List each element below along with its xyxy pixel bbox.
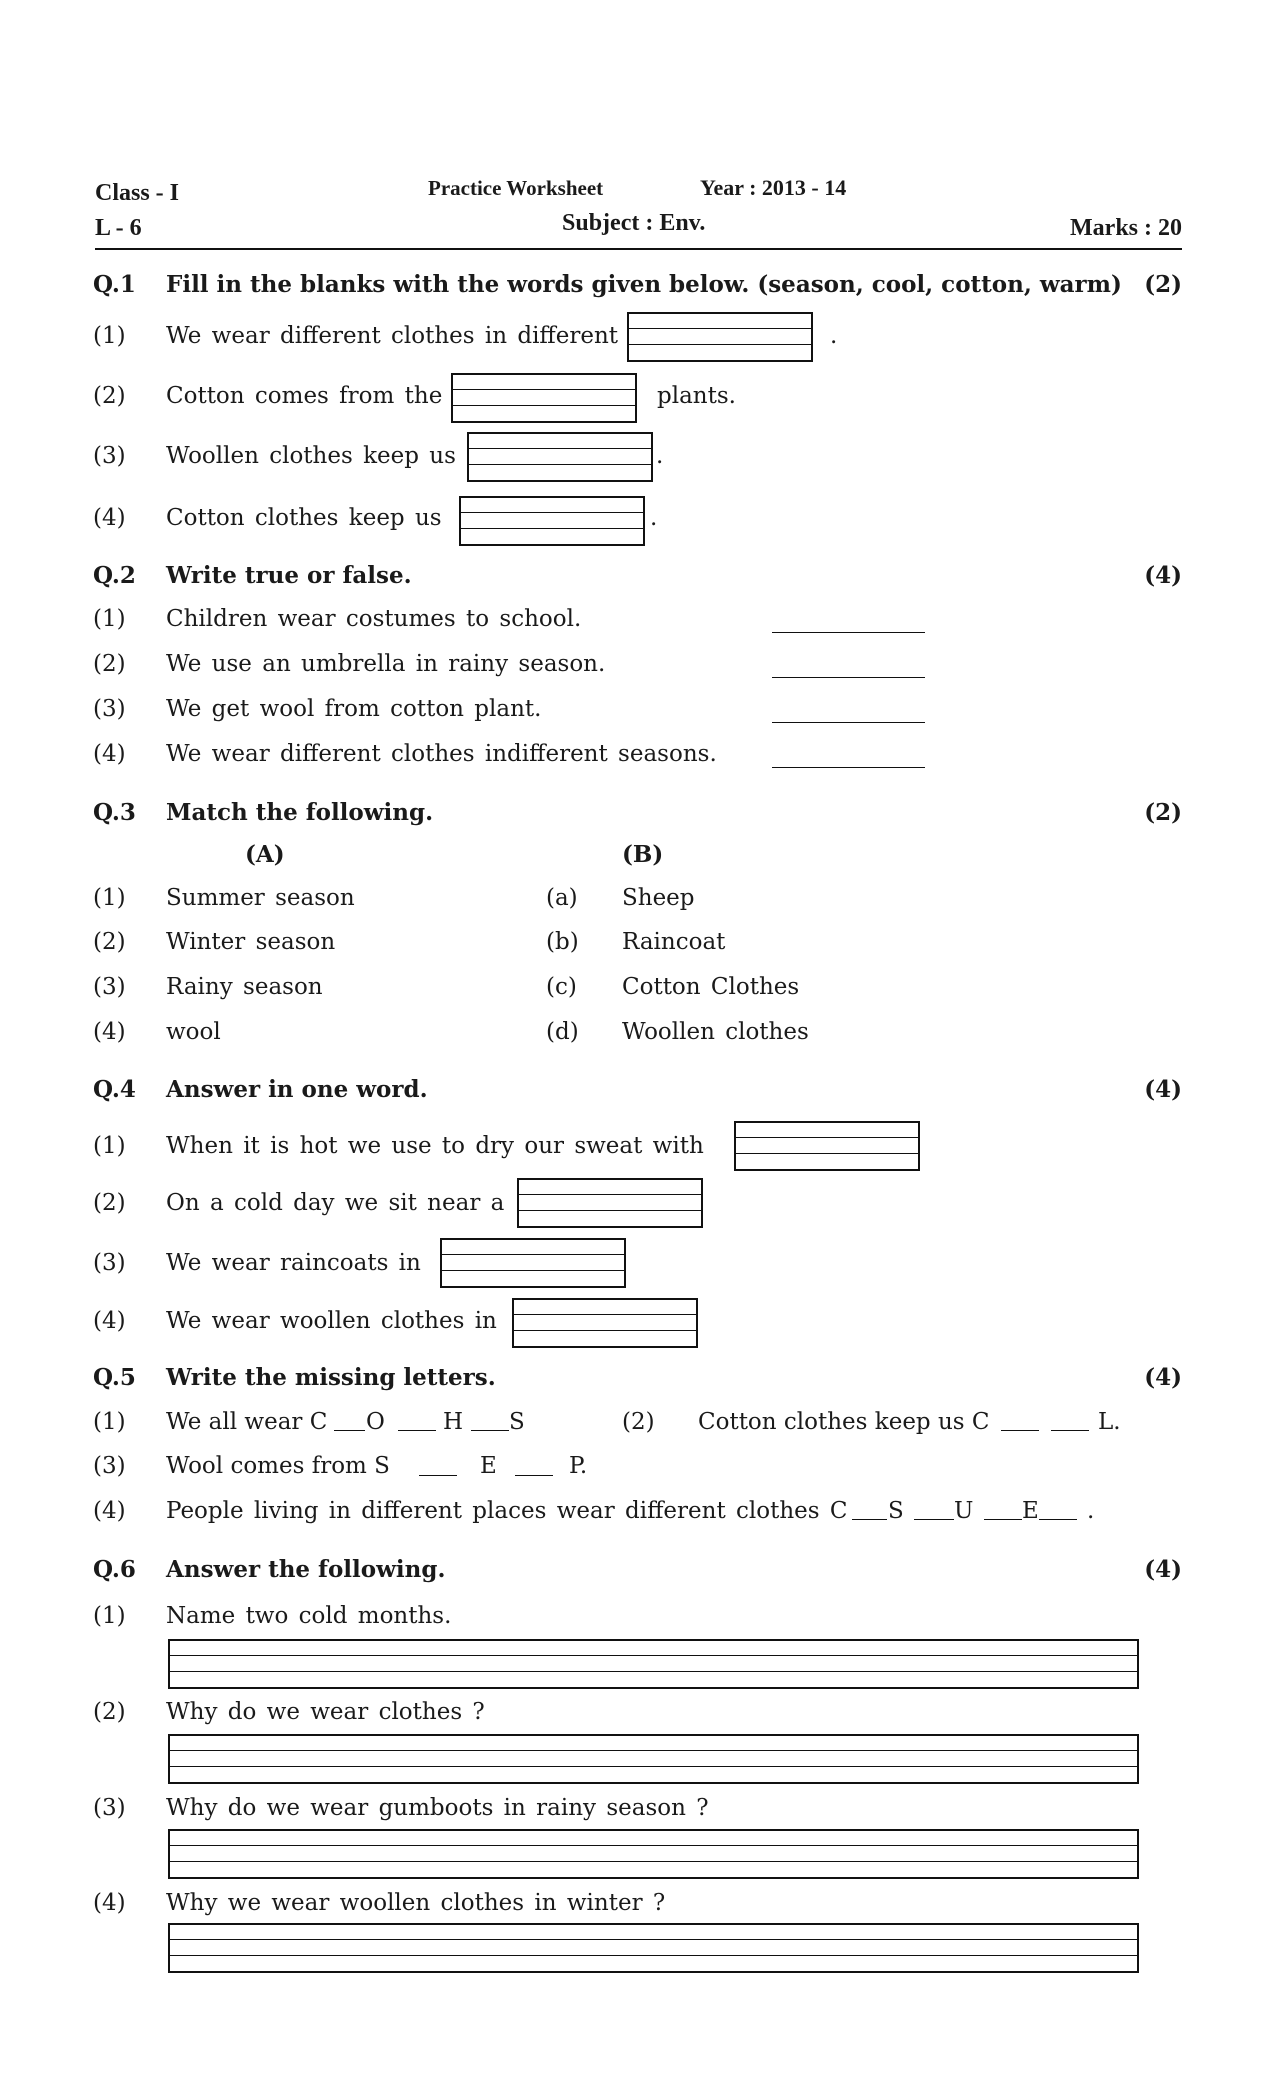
column-a-item: wool: [166, 1019, 221, 1045]
answer-box[interactable]: [467, 432, 653, 482]
item-number: (2): [622, 1409, 655, 1435]
item-number: (3): [93, 1453, 126, 1479]
column-a-item: Winter season: [166, 929, 336, 955]
row-number: (2): [93, 929, 126, 955]
answer-box[interactable]: [451, 373, 637, 423]
given-letter: O: [366, 1409, 385, 1435]
letter-blank[interactable]: [984, 1519, 1022, 1520]
item-text: We wear woollen clothes in: [166, 1308, 497, 1334]
question-number: Q.6: [93, 1556, 136, 1583]
column-a-item: Summer season: [166, 885, 355, 911]
item-text: Cotton clothes keep us: [166, 505, 442, 531]
question-marks: (4): [1144, 1076, 1182, 1103]
column-b-item: Raincoat: [622, 929, 726, 955]
question-marks: (4): [1144, 562, 1182, 589]
item-number: (4): [93, 1308, 126, 1334]
item-number: (2): [93, 383, 126, 409]
letter-blank[interactable]: [852, 1519, 887, 1520]
letter-blank[interactable]: [334, 1430, 365, 1431]
given-letter: E: [480, 1453, 497, 1479]
item-number: (4): [93, 741, 126, 767]
marks-label: Marks : 20: [1070, 215, 1182, 241]
class-label: Class - I: [95, 180, 180, 206]
answer-box[interactable]: [734, 1121, 920, 1171]
question-title: Answer in one word.: [166, 1076, 428, 1103]
subject-label: Subject : Env.: [562, 210, 706, 236]
item-text: Why we wear woollen clothes in winter ?: [166, 1890, 666, 1916]
letter-blank[interactable]: [419, 1475, 457, 1476]
answer-line[interactable]: [772, 722, 925, 723]
item-text: When it is hot we use to dry our sweat with: [166, 1133, 704, 1159]
item-suffix: .: [656, 443, 664, 469]
item-number: (2): [93, 651, 126, 677]
item-number: (4): [93, 1498, 126, 1524]
item-number: (1): [93, 606, 126, 632]
given-letter: E: [1022, 1498, 1039, 1524]
level-label: L - 6: [95, 215, 142, 241]
answer-box[interactable]: [512, 1298, 698, 1348]
row-number: (1): [93, 885, 126, 911]
item-text: Why do we wear clothes ?: [166, 1699, 485, 1725]
column-b-item: Cotton Clothes: [622, 974, 800, 1000]
answer-box[interactable]: [627, 312, 813, 362]
item-text: Woollen clothes keep us: [166, 443, 456, 469]
question-title: Match the following.: [166, 799, 434, 826]
item-number: (1): [93, 1409, 126, 1435]
item-text: On a cold day we sit near a: [166, 1190, 505, 1216]
answer-box[interactable]: [168, 1829, 1139, 1879]
row-letter: (a): [546, 885, 578, 911]
answer-box[interactable]: [517, 1178, 703, 1228]
question-marks: (4): [1144, 1364, 1182, 1391]
row-letter: (d): [546, 1019, 579, 1045]
item-text: Cotton clothes keep us C: [698, 1409, 990, 1435]
row-number: (3): [93, 974, 126, 1000]
given-letter: P.: [569, 1453, 588, 1479]
answer-line[interactable]: [772, 677, 925, 678]
item-suffix: .: [1087, 1498, 1095, 1524]
item-number: (1): [93, 1133, 126, 1159]
item-number: (3): [93, 1250, 126, 1276]
column-b-item: Sheep: [622, 885, 695, 911]
letter-blank[interactable]: [471, 1430, 509, 1431]
item-number: (1): [93, 1603, 126, 1629]
item-suffix: .: [650, 505, 658, 531]
item-text: We all wear C: [166, 1409, 328, 1435]
row-letter: (c): [546, 974, 577, 1000]
item-number: (3): [93, 443, 126, 469]
item-text: We use an umbrella in rainy season.: [166, 651, 606, 677]
question-number: Q.5: [93, 1364, 136, 1391]
column-b-item: Woollen clothes: [622, 1019, 809, 1045]
letter-blank[interactable]: [1051, 1430, 1089, 1431]
given-letter: S: [888, 1498, 904, 1524]
given-letter: L.: [1098, 1409, 1121, 1435]
answer-box[interactable]: [459, 496, 645, 546]
item-suffix: plants.: [657, 383, 736, 409]
answer-box[interactable]: [168, 1639, 1139, 1689]
answer-box[interactable]: [168, 1923, 1139, 1973]
letter-blank[interactable]: [515, 1475, 553, 1476]
item-suffix: .: [830, 323, 838, 349]
question-marks: (4): [1144, 1556, 1182, 1583]
row-number: (4): [93, 1019, 126, 1045]
year-label: Year : 2013 - 14: [700, 175, 847, 200]
given-letter: U: [954, 1498, 974, 1524]
letter-blank[interactable]: [398, 1430, 436, 1431]
item-text: Why do we wear gumboots in rainy season ?: [166, 1795, 709, 1821]
given-letter: S: [509, 1409, 525, 1435]
item-number: (2): [93, 1699, 126, 1725]
answer-line[interactable]: [772, 767, 925, 768]
item-text: Wool comes from S: [166, 1453, 390, 1479]
answer-line[interactable]: [772, 632, 925, 633]
row-letter: (b): [546, 929, 579, 955]
item-text: Cotton comes from the: [166, 383, 443, 409]
item-text: People living in different places wear different clothes C: [166, 1498, 848, 1524]
letter-blank[interactable]: [1001, 1430, 1039, 1431]
question-title: Fill in the blanks with the words given below. (season, cool, cotton, warm): [166, 271, 1122, 298]
question-marks: (2): [1144, 271, 1182, 298]
item-number: (2): [93, 1190, 126, 1216]
item-number: (4): [93, 1890, 126, 1916]
item-text: We wear different clothes indifferent seasons.: [166, 741, 717, 767]
question-title: Answer the following.: [166, 1556, 446, 1583]
item-text: We wear raincoats in: [166, 1250, 421, 1276]
question-number: Q.1: [93, 271, 136, 298]
question-number: Q.2: [93, 562, 136, 589]
item-number: (3): [93, 1795, 126, 1821]
answer-box[interactable]: [168, 1734, 1139, 1784]
item-number: (1): [93, 323, 126, 349]
letter-blank[interactable]: [914, 1519, 954, 1520]
item-text: We wear different clothes in different: [166, 323, 619, 349]
item-text: We get wool from cotton plant.: [166, 696, 542, 722]
column-a-item: Rainy season: [166, 974, 323, 1000]
given-letter: H: [443, 1409, 464, 1435]
letter-blank[interactable]: [1039, 1519, 1077, 1520]
question-number: Q.3: [93, 799, 136, 826]
question-title: Write the missing letters.: [166, 1364, 496, 1391]
question-title: Write true or false.: [166, 562, 412, 589]
header-divider: [95, 248, 1182, 250]
item-text: Children wear costumes to school.: [166, 606, 582, 632]
item-text: Name two cold months.: [166, 1603, 452, 1629]
item-number: (4): [93, 505, 126, 531]
column-b-header: (B): [622, 841, 664, 868]
question-marks: (2): [1144, 799, 1182, 826]
worksheet-title: Practice Worksheet: [428, 176, 604, 200]
answer-box[interactable]: [440, 1238, 626, 1288]
question-number: Q.4: [93, 1076, 136, 1103]
item-number: (3): [93, 696, 126, 722]
column-a-header: (A): [245, 841, 285, 868]
